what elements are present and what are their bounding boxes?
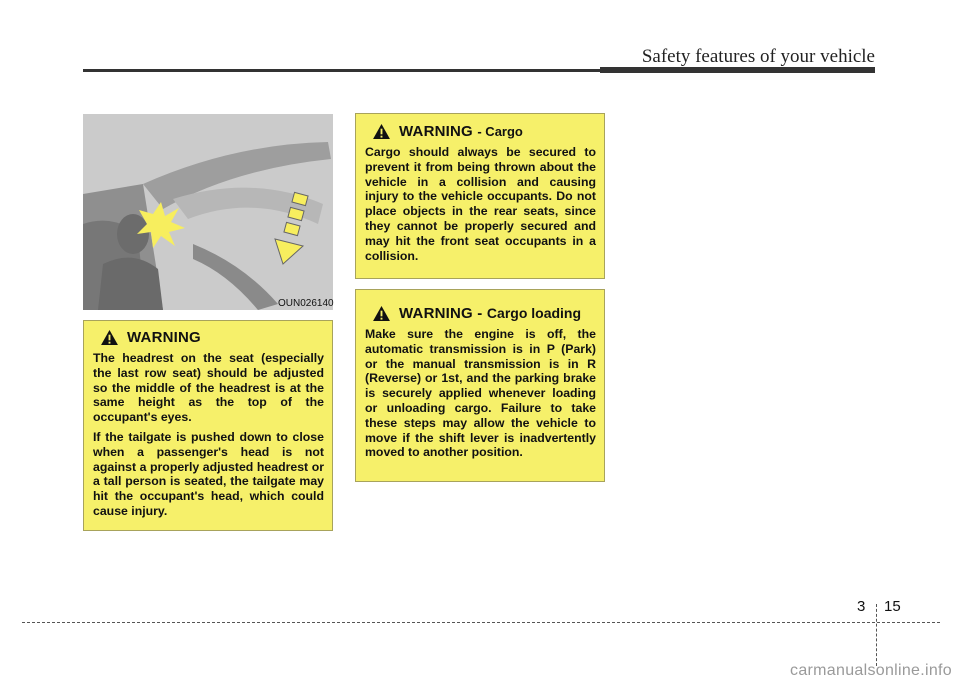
warning-text: Make sure the engine is off, the automatic transmission is in P (Park) or the manual transmission is in R (Reverse) or 1st, and the parking brake is securely applied whenever loading or unloading cargo. Failure to take these steps may allow the vehicle to move if the shift lever is inadvertently moved to another position.	[365, 327, 596, 460]
warning-cargo-loading	[355, 289, 605, 482]
site-watermark: carmanualsonline.info	[790, 662, 952, 679]
warning-triangle-icon	[101, 330, 118, 345]
figure-code: OUN026140	[278, 298, 334, 309]
warning-header	[365, 304, 596, 322]
warning-text: Cargo should always be secured to prevent it from being thrown about the vehicle in a collision and causing injury to the vehicle occupants. Do not place objects in the rear seats, since they cannot be properly secured and may hit the front seat occupants in a collision.	[365, 145, 596, 263]
warning-title: WARNING	[399, 122, 473, 140]
page-header-title: Safety features of your vehicle	[641, 46, 875, 67]
warning-triangle-icon	[373, 306, 390, 321]
headrest-illustration	[83, 114, 333, 310]
warning-subtitle: - Cargo	[477, 123, 523, 139]
header-rule-accent	[600, 67, 875, 73]
warning-cargo	[355, 113, 605, 279]
page-number: 15	[884, 598, 901, 615]
warning-headrest	[83, 320, 333, 531]
warning-text: The headrest on the seat (especially the last row seat) should be adjusted so the middle of the headrest is at the same height as the top of the occupant's eyes.	[93, 351, 324, 425]
warning-subtitle: Cargo loading	[486, 305, 582, 321]
warning-header	[93, 329, 324, 346]
warning-title: WARNING -	[399, 304, 483, 322]
footer-rule	[22, 622, 940, 623]
footer-divider	[876, 604, 877, 666]
warning-title: WARNING	[127, 329, 201, 346]
page-section-number: 3	[857, 598, 866, 615]
warning-header	[365, 122, 596, 140]
warning-text: If the tailgate is pushed down to close when a passenger's head is not against a properly adjusted headrest or a tall person is seated, the tailgate may hit the occupant's head, which could cause injury.	[93, 429, 324, 518]
warning-triangle-icon	[373, 124, 390, 139]
